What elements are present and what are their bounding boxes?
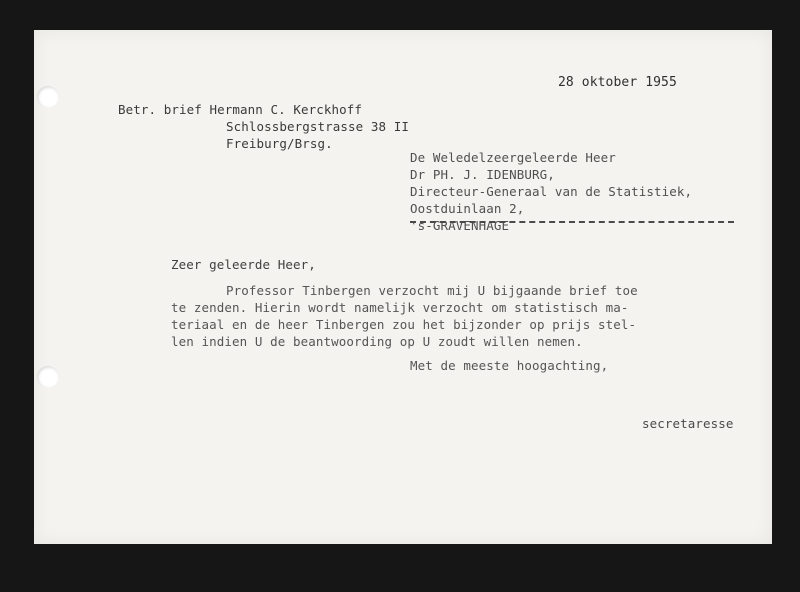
addressee-line-2: Dr PH. J. IDENBURG, (410, 167, 555, 182)
reference-line-1: Betr. brief Hermann C. Kerckhoff (118, 102, 363, 117)
punch-hole (37, 86, 59, 108)
punch-hole (37, 366, 59, 388)
reference-line-2: Schlossbergstrasse 38 II (226, 119, 410, 134)
body-line-1: Professor Tinbergen verzocht mij U bijgaande brief toe (226, 283, 638, 298)
body-line-3: teriaal en de heer Tinbergen zou het bijzonder op prijs stel- (171, 317, 637, 332)
letter-date: 28 oktober 1955 (558, 75, 677, 90)
closing: Met de meeste hoogachting, (410, 358, 609, 373)
addressee-line-1: De Weledelzeergeleerde Heer (410, 150, 616, 165)
addressee-line-4: Oostduinlaan 2, (410, 201, 525, 216)
addressee-line-3: Directeur-Generaal van de Statistiek, (410, 184, 693, 199)
addressee-underline (410, 221, 734, 223)
addressee-line-5: 's-GRAVENHAGE (410, 218, 510, 233)
body-line-2: te zenden. Hierin wordt namelijk verzocht om statistisch ma- (171, 300, 629, 315)
body-line-4: len indien U de beantwoording op U zoudt willen nemen. (171, 334, 583, 349)
signature: secretaresse (642, 416, 734, 431)
salutation: Zeer geleerde Heer, (171, 257, 316, 272)
letter-page (34, 30, 772, 544)
reference-line-3: Freiburg/Brsg. (226, 136, 333, 151)
